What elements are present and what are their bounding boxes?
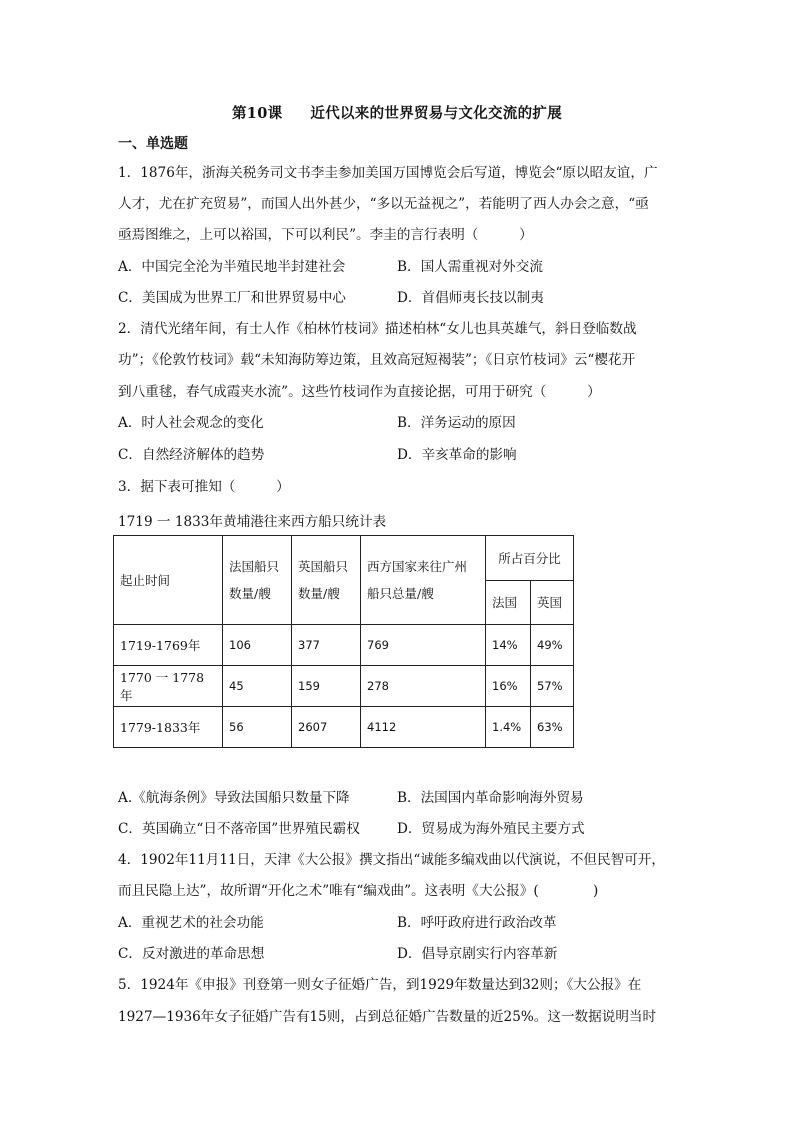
q5-line-2: 1927—1936年女子征婚广告有15则，占到总征婚广告数量的近25%。这一数据说明当时: [118, 1009, 657, 1025]
q2-option-c[interactable]: C．自然经济解体的趋势: [118, 447, 265, 463]
q4-option-b[interactable]: B．呼吁政府进行政治改革: [397, 915, 557, 931]
q4-line-1: 4．1902年11月11日，天津《大公报》撰文指出“诚能多编戏曲以代演说，不但民智可开，: [118, 852, 665, 868]
q4-option-c[interactable]: C．反对激进的革命思想: [118, 946, 265, 962]
row-2-british: 159: [292, 666, 361, 707]
q3-stem: 3．据下表可推知（ ）: [118, 479, 290, 495]
header-pct-british: 英国: [531, 580, 574, 625]
header-british-line-2: 数量/艘: [298, 586, 340, 601]
q3-option-c[interactable]: C．英国确立“日不落帝国”世界殖民霸权: [118, 821, 360, 837]
q3-option-b[interactable]: B．法国国内革命影响海外贸易: [397, 790, 584, 806]
row-3-total: 4112: [361, 707, 486, 748]
header-british-ships: [292, 536, 361, 625]
row-3-pct-british: 63%: [531, 707, 574, 748]
header-percentage: 所占百分比: [486, 536, 574, 581]
row-1-total: 769: [361, 625, 486, 666]
header-time: 起止时间: [114, 536, 223, 625]
q5-line-1: 5．1924年《申报》刊登第一则女子征婚广告，到1929年数量达到32则；《大公报》在: [118, 977, 642, 993]
row-2-pct-french: 16%: [486, 666, 531, 707]
lesson-name: 近代以来的世界贸易与文化交流的扩展: [310, 105, 562, 122]
row-3-pct-french: 1.4%: [486, 707, 531, 748]
q1-option-c[interactable]: C．美国成为世界工厂和世界贸易中心: [118, 290, 346, 306]
table-caption: 1719 一 1833年黄埔港往来西方船只统计表: [118, 514, 387, 530]
q1-option-d[interactable]: D．首倡师夷长技以制夷: [397, 290, 544, 306]
header-british-line-1: 英国船只: [298, 559, 349, 574]
lesson-number: 第10课: [232, 105, 283, 122]
q4-option-a[interactable]: A．重视艺术的社会功能: [118, 915, 264, 931]
section-heading: 一、单选题: [118, 136, 188, 152]
q3-option-a[interactable]: A.《航海条例》导致法国船只数量下降: [118, 790, 350, 806]
row-3-british: 2607: [292, 707, 361, 748]
q2-option-d[interactable]: D．辛亥革命的影响: [397, 447, 517, 463]
q1-option-a[interactable]: A．中国完全沦为半殖民地半封建社会: [118, 259, 346, 275]
row-2-time: 1770 一 1778年: [114, 666, 223, 707]
header-total-line-1: 西方国家来往广州: [367, 559, 468, 574]
q1-line-1: 1．1876年，浙海关税务司文书李圭参加美国万国博览会后写道，博览会“原以昭友谊，广: [118, 165, 658, 181]
q1-line-3: 亟焉图维之，上可以裕国，下可以利民”。李圭的言行表明（ ）: [118, 227, 533, 243]
row-2-french: 45: [223, 666, 292, 707]
ship-statistics-table: [113, 535, 574, 748]
q2-option-b[interactable]: B．洋务运动的原因: [397, 415, 516, 431]
row-1-french: 106: [223, 625, 292, 666]
header-french-ships: [223, 536, 292, 625]
q2-line-3: 到八重毬，春气成霞夹水流”。这些竹枝词作为直接论据，可用于研究（ ）: [118, 384, 601, 400]
header-french-line-2: 数量/艘: [229, 586, 271, 601]
header-total-line-2: 船只总量/艘: [367, 586, 434, 601]
row-1-british: 377: [292, 625, 361, 666]
q4-line-2: 而且民隐上达”，故所谓“开化之术”唯有“编戏曲”。这表明《大公报》( ): [118, 883, 599, 899]
q1-option-b[interactable]: B．国人需重视对外交流: [397, 259, 543, 275]
row-3-time: 1779-1833年: [114, 707, 223, 748]
q4-option-d[interactable]: D．倡导京剧实行内容革新: [397, 946, 558, 962]
q2-line-1: 2．清代光绪年间，有士人作《柏林竹枝词》描述柏林“女儿也具英雄气，斜日登临数战: [118, 321, 637, 337]
q3-option-d[interactable]: D．贸易成为海外殖民主要方式: [397, 821, 585, 837]
row-3-french: 56: [223, 707, 292, 748]
row-2-total: 278: [361, 666, 486, 707]
row-1-time: 1719-1769年: [114, 625, 223, 666]
q1-line-2: 人才，尤在扩充贸易”，而国人出外甚少，“多以无益视之”，若能明了西人办会之意，“亟: [118, 196, 649, 212]
header-french-line-1: 法国船只: [229, 559, 280, 574]
q2-line-2: 功”；《伦敦竹枝词》载“未知海防筹边策，且效高冠短褐装”；《日京竹枝词》云“樱花开: [118, 352, 636, 368]
row-1-pct-french: 14%: [486, 625, 531, 666]
row-2-pct-british: 57%: [531, 666, 574, 707]
q2-option-a[interactable]: A．时人社会观念的变化: [118, 415, 264, 431]
header-pct-french: 法国: [486, 580, 531, 625]
page-title: [0, 102, 794, 123]
row-1-pct-british: 49%: [531, 625, 574, 666]
header-total-ships: [361, 536, 486, 625]
